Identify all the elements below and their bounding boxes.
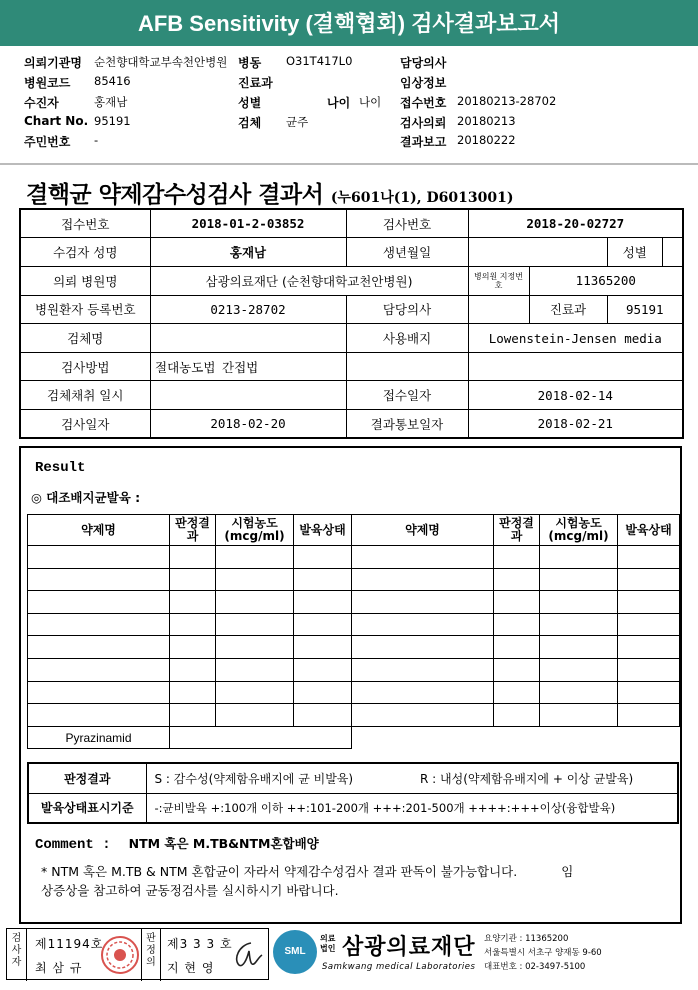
header-panel bbox=[0, 47, 698, 165]
received-label: 접수일자 bbox=[346, 381, 468, 410]
report-value: 20180222 bbox=[457, 133, 516, 147]
document-title bbox=[26, 176, 513, 209]
comment-text: NTM 혹은 M.TB&NTM혼합배양 bbox=[128, 836, 319, 851]
reg-no-label: 병원환자 등록번호 bbox=[20, 295, 150, 324]
test-no-label: 검사번호 bbox=[346, 209, 468, 238]
table-row bbox=[28, 546, 680, 569]
tester-label: 검사자 bbox=[7, 929, 27, 981]
org-info bbox=[484, 932, 602, 974]
dept-label: 진료과 bbox=[238, 76, 273, 90]
signature-box bbox=[6, 928, 269, 980]
method-a: 절대농도법 bbox=[150, 352, 220, 381]
patient-name: 홍재남 bbox=[150, 238, 346, 267]
hospital-code-label: 병원코드 bbox=[24, 76, 71, 90]
table-row bbox=[28, 568, 680, 591]
table-row bbox=[28, 613, 680, 636]
specimen-value: 균주 bbox=[286, 115, 309, 129]
dept-value: 95191 bbox=[607, 295, 683, 324]
judge-s: S : 감수성(약제함유배지에 균 비발육) bbox=[146, 763, 412, 793]
note-line-1-tail: 임 bbox=[561, 864, 574, 879]
approver-label: 판정의 bbox=[141, 929, 161, 981]
test-no: 2018-20-02727 bbox=[468, 209, 683, 238]
tester-name: 최 삼 규 bbox=[35, 961, 83, 975]
patient-value: 홍재남 bbox=[94, 95, 128, 109]
result-label: Result bbox=[35, 460, 86, 476]
test-date-label: 검사일자 bbox=[20, 410, 150, 439]
report-label: 결과보고 bbox=[400, 135, 447, 149]
receipt-no-label: 접수번호 bbox=[20, 209, 150, 238]
chart-value: 95191 bbox=[94, 114, 131, 128]
receipt-no: 2018-01-2-03852 bbox=[150, 209, 346, 238]
approver-name: 지 현 영 bbox=[167, 961, 215, 975]
sex-label: 성별 bbox=[622, 245, 647, 261]
medium-value: Lowenstein-Jensen media bbox=[468, 324, 683, 353]
hosp-code-label: 병의원 지정번호 bbox=[468, 267, 529, 296]
specimen-name-label: 검체명 bbox=[20, 324, 150, 353]
dob-label: 생년월일 bbox=[346, 238, 468, 267]
ward-label: 병동 bbox=[238, 56, 262, 70]
institution-value: 순천향대학교부속천안병원 bbox=[94, 55, 228, 69]
table-row bbox=[28, 681, 680, 704]
specimen-name-value bbox=[150, 324, 346, 353]
org-phone: 대표번호 : 02-3497-5100 bbox=[484, 962, 586, 972]
dept-label: 진료과 bbox=[529, 295, 607, 324]
sex-value bbox=[662, 238, 682, 266]
tester-no: 제11194호 bbox=[35, 937, 104, 951]
control-growth-label: ◎ 대조배지균발육 : bbox=[31, 490, 141, 505]
col-growth-2: 발육상태 bbox=[618, 515, 680, 546]
patient-info-table bbox=[19, 208, 684, 439]
method-blank bbox=[346, 352, 468, 381]
table-row bbox=[28, 704, 680, 727]
age-value: 나이 bbox=[359, 95, 382, 109]
notify-value: 2018-02-21 bbox=[468, 410, 683, 439]
test-date-value: 2018-02-20 bbox=[150, 410, 346, 439]
note-line-1: * NTM 혹은 M.TB & NTM 혼합균이 자라서 약제감수성검사 결과 판독이 불가능합니다. bbox=[41, 864, 518, 879]
collect-value bbox=[150, 381, 346, 410]
col-judge-2: 판정결과 bbox=[494, 515, 540, 546]
drug-table bbox=[27, 514, 680, 749]
org-code: 요양기관 : 11365200 bbox=[484, 934, 569, 944]
document-title-text: 결핵균 약제감수성검사 결과서 bbox=[26, 181, 324, 208]
document-subtitle: (누601나(1), D6013001) bbox=[330, 190, 514, 206]
chart-label: Chart No. bbox=[24, 114, 89, 128]
legend-table bbox=[27, 762, 679, 824]
org-name: 삼광의료재단 bbox=[342, 935, 476, 960]
sml-logo-icon: SML bbox=[273, 930, 317, 974]
org-english: Samkwang medical Laboratories bbox=[322, 962, 476, 972]
sex-field bbox=[607, 238, 683, 267]
result-box bbox=[19, 446, 682, 924]
approver-no: 제3 3 3 호 bbox=[167, 937, 233, 951]
seal-icon bbox=[100, 933, 140, 977]
col-growth: 발육상태 bbox=[294, 515, 352, 546]
dob-value bbox=[468, 238, 607, 267]
received-value: 2018-02-14 bbox=[468, 381, 683, 410]
table-row bbox=[28, 726, 680, 749]
clinical-label: 임상정보 bbox=[400, 76, 447, 90]
col-conc-2: 시험농도(mcg/ml) bbox=[540, 515, 618, 546]
doctor-value bbox=[468, 295, 529, 324]
accession-value: 20180213-28702 bbox=[457, 94, 557, 108]
judge-r: R : 내성(약제함유배지에 + 이상 균발육) bbox=[412, 763, 678, 793]
collect-label: 검체채취 일시 bbox=[20, 381, 150, 410]
patient-label: 수진자 bbox=[24, 96, 59, 110]
col-judge: 판정결과 bbox=[170, 515, 216, 546]
rrn-value: - bbox=[94, 133, 99, 147]
col-drug: 약제명 bbox=[28, 515, 170, 546]
sex-label: 성별 bbox=[238, 96, 262, 110]
medium-label: 사용배지 bbox=[346, 324, 468, 353]
notify-label: 결과통보일자 bbox=[346, 410, 468, 439]
name-label: 수검자 성명 bbox=[20, 238, 150, 267]
pyrazinamid-label: Pyrazinamid bbox=[28, 726, 170, 749]
signature-icon bbox=[229, 937, 265, 973]
method-blank-2 bbox=[468, 352, 683, 381]
age-label: 나이 bbox=[327, 96, 351, 110]
note-line-2: 상증상을 참고하여 균동정검사를 실시하시기 바랍니다. bbox=[41, 883, 339, 898]
report-title-bar: AFB Sensitivity (결핵협회) 검사결과보고서 bbox=[0, 0, 698, 46]
table-row bbox=[28, 591, 680, 614]
col-conc: 시험농도(mcg/ml) bbox=[216, 515, 294, 546]
hospital-code-value: 85416 bbox=[94, 74, 131, 88]
doctor-label: 담당의사 bbox=[346, 295, 468, 324]
rrn-label: 주민번호 bbox=[24, 135, 71, 149]
org-small: 의료법인 bbox=[320, 934, 336, 953]
table-row bbox=[28, 658, 680, 681]
specimen-label: 검체 bbox=[238, 116, 262, 130]
method-label: 검사방법 bbox=[20, 352, 150, 381]
ward-value: O31T417L0 bbox=[286, 54, 353, 68]
comment-label: Comment : bbox=[35, 837, 111, 853]
comment bbox=[35, 834, 319, 853]
hospital-value: 삼광의료재단 (순천향대학교천안병원) bbox=[150, 267, 468, 296]
request-label: 검사의뢰 bbox=[400, 116, 447, 130]
accession-label: 접수번호 bbox=[400, 96, 447, 110]
col-drug-2: 약제명 bbox=[352, 515, 494, 546]
judge-label: 판정결과 bbox=[28, 763, 146, 793]
growth-text: -:균비발육 +:100개 이하 ++:101-200개 +++:201-500개 ++++:+++이상(융합발육) bbox=[146, 793, 678, 823]
doctor-label: 담당의사 bbox=[400, 56, 447, 70]
org-address: 서울특별시 서초구 양재동 9-60 bbox=[484, 948, 602, 958]
method-b: 간접법 bbox=[220, 352, 346, 381]
reg-no-value: 0213-28702 bbox=[150, 295, 346, 324]
institution-label: 의뢰기관명 bbox=[24, 56, 82, 70]
footer bbox=[0, 928, 698, 990]
hospital-label: 의뢰 병원명 bbox=[20, 267, 150, 296]
comment-note bbox=[41, 862, 671, 900]
request-value: 20180213 bbox=[457, 114, 516, 128]
table-row bbox=[28, 636, 680, 659]
growth-label: 발육상태표시기준 bbox=[28, 793, 146, 823]
hosp-code-value: 11365200 bbox=[529, 267, 683, 296]
